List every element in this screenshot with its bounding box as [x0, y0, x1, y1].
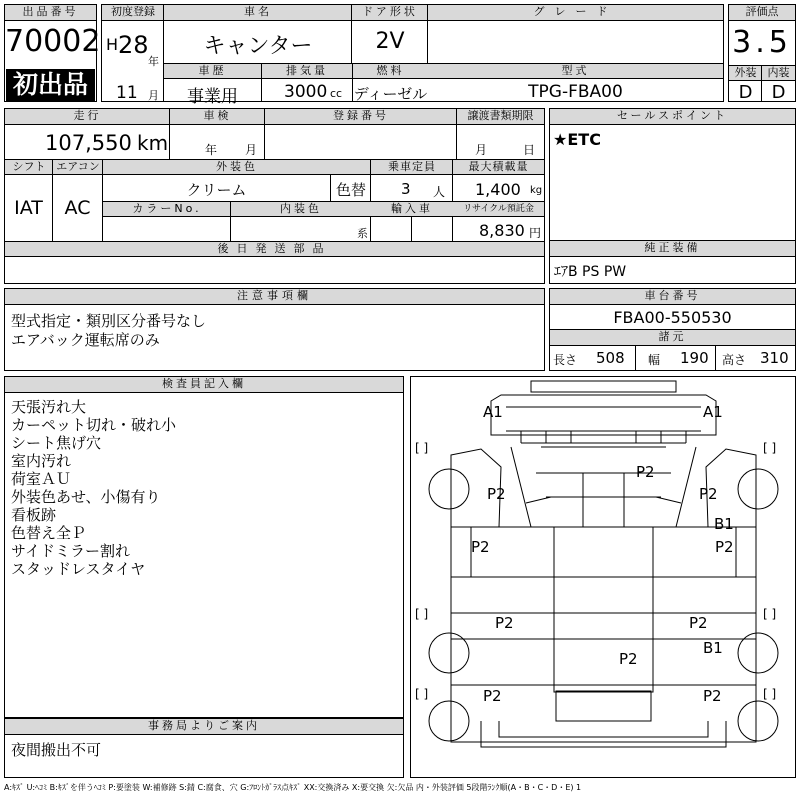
inspector-line-6: 外装色あせ、小傷有り: [11, 488, 161, 506]
mark-p2-cab: P2: [636, 463, 655, 481]
office-text: 夜間搬出不可: [11, 741, 102, 759]
fuel: ディーゼル: [353, 85, 428, 103]
length-label: 長さ: [553, 353, 578, 367]
inspector-box: [4, 376, 404, 718]
fuel-label: 燃料: [353, 64, 428, 79]
height-label: 高さ: [722, 353, 747, 367]
mark-p2-bed: P2: [619, 650, 638, 668]
score-box: [728, 4, 796, 102]
equipment-text: ｴｱB PS PW: [554, 264, 627, 280]
inspector-line-4: 室内汚れ: [11, 452, 72, 470]
spec-label: 諸元: [550, 330, 795, 346]
mark-p2-rear-left: P2: [483, 687, 502, 705]
notes-line-2: エアバック運転席のみ: [11, 331, 160, 349]
mark-b1-lower: B1: [703, 639, 723, 657]
displacement-unit: cc: [330, 87, 343, 100]
year-unit: 年: [148, 55, 159, 68]
recycle-unit: 円: [529, 226, 542, 240]
width: 190: [680, 349, 709, 367]
inspector-line-9: サイドミラー割れ: [11, 542, 130, 560]
bracket-rear-right: [ ]: [763, 687, 777, 701]
displacement-label: 排気量: [262, 64, 352, 79]
color-change: 色替: [335, 181, 366, 199]
grade-label: グレード: [428, 5, 723, 21]
mark-p2-front-right: P2: [699, 485, 718, 503]
score: 3.5: [732, 25, 792, 60]
damage-diagram: [410, 376, 796, 778]
notes-line-1: 型式指定・類別区分番号なし: [11, 312, 207, 330]
inspector-line-5: 荷室ＡＵ: [11, 470, 72, 488]
mileage: 107,550: [45, 131, 132, 155]
transfer-month-unit: 月: [475, 143, 488, 157]
car-name: キャンター: [203, 34, 313, 59]
int-color-unit: 系: [357, 227, 368, 240]
inspector-line-10: スタッドレスタイヤ: [11, 560, 146, 578]
selling-points-text: ★ETC: [553, 130, 601, 149]
capacity-unit: 人: [433, 185, 446, 199]
exterior-label: 外装: [729, 66, 762, 81]
height: 310: [760, 349, 789, 367]
inspection-year-unit: 年: [205, 143, 218, 157]
first-reg-label: 初度登録: [102, 5, 164, 21]
mark-a1-left: A1: [483, 403, 503, 421]
capacity: 3: [401, 180, 411, 198]
width-label: 幅: [648, 353, 661, 367]
recycle-label: リサイクル預託金: [453, 202, 544, 217]
details-table: [4, 108, 545, 284]
mark-a1-right: A1: [703, 403, 723, 421]
inspector-line-8: 色替え全Ｐ: [11, 524, 87, 542]
notes-label: 注意事項欄: [5, 289, 544, 305]
shift: IAT: [14, 197, 43, 219]
vehicle-header-table: [101, 4, 724, 107]
mark-p2-rear-right: P2: [703, 687, 722, 705]
inspector-line-1: 天張汚れ大: [11, 398, 87, 416]
car-name-label: 車名: [164, 5, 352, 21]
interior-label: 内装: [762, 66, 795, 81]
inspector-line-7: 看板跡: [11, 506, 57, 524]
office-label: 事務局よりご案内: [5, 719, 403, 735]
max-load-label: 最大積載量: [453, 160, 544, 175]
inspector-line-3: シート焦げ穴: [11, 434, 102, 452]
displacement: 3000: [284, 82, 328, 102]
recycle-amount: 8,830: [479, 221, 525, 240]
transfer-day-unit: 日: [523, 143, 536, 157]
mark-p2-right-side: P2: [715, 538, 734, 556]
interior-grade: D: [771, 82, 786, 103]
reg-month: 11: [116, 83, 138, 103]
mark-p2-left-side: P2: [471, 538, 490, 556]
selling-points-box: [549, 108, 796, 241]
lot-number-box: [4, 4, 101, 102]
bracket-front-right: [ ]: [763, 441, 777, 455]
mark-p2-rail-left: P2: [495, 614, 514, 632]
int-color-label: 内装色: [231, 202, 371, 217]
max-load: 1,400: [475, 180, 521, 199]
length: 508: [596, 349, 625, 367]
shift-label: シフト: [5, 160, 53, 175]
equipment-box: [549, 240, 796, 284]
bracket-mid-left: [ ]: [415, 607, 429, 621]
inspection-label: 車検: [170, 109, 265, 125]
door-label: ドア形状: [352, 5, 428, 21]
lot-number: 70002: [5, 24, 101, 59]
legend-text: A:ｷｽﾞ U:ﾍｺﾐ B:ｷｽﾞを伴うﾍｺﾐ P:要塗装 W:補修跡 S:錆 C:腐食、穴 G:ﾌﾛﾝﾄｶﾞﾗｽ点ｷｽﾞ XX:交換済み X:要交換 欠:欠品 内・外装評価 5段階ﾗﾝｸ順(A・B・C・D・E) 1: [4, 783, 582, 792]
transfer-label: 譲渡書類期限: [457, 109, 544, 125]
model: TPG-FBA00: [528, 82, 623, 102]
ext-color-label: 外装色: [103, 160, 371, 175]
ac-label: エアコン: [53, 160, 103, 175]
equipment-label: 純正装備: [550, 241, 795, 257]
history-label: 車歴: [164, 64, 261, 79]
first-reg-year: 28: [118, 31, 149, 59]
later-parts-label: 後日発送部品: [5, 242, 544, 257]
reg-no-label: 登録番号: [265, 109, 457, 125]
mileage-unit: km: [137, 131, 169, 155]
inspection-month-unit: 月: [245, 143, 258, 157]
import-label: 輸入車: [371, 202, 453, 217]
truck-diagram-drawing: [411, 377, 795, 777]
mileage-label: 走行: [5, 109, 170, 125]
chassis-box: [549, 288, 796, 371]
inspector-line-2: カーペット切れ・破れ小: [11, 416, 177, 434]
chassis-label: 車台番号: [550, 289, 795, 305]
selling-points-label: セールスポイント: [550, 109, 795, 125]
history: 事業用: [187, 87, 238, 107]
capacity-label: 乗車定員: [371, 160, 453, 175]
bracket-front-left: [ ]: [415, 441, 429, 455]
office-box: [4, 718, 404, 778]
notes-box: [4, 288, 545, 371]
color-no-label: カラーNo.: [103, 202, 231, 217]
mark-p2-rail-right: P2: [689, 614, 708, 632]
month-unit: 月: [148, 89, 159, 102]
score-label: 評価点: [729, 5, 795, 21]
ext-color: クリーム: [186, 181, 247, 199]
era: H: [106, 35, 119, 54]
exterior-grade: D: [738, 82, 753, 103]
ac: AC: [64, 197, 91, 219]
inspector-label: 検査員記入欄: [5, 377, 403, 393]
mark-p2-front-left: P2: [487, 485, 506, 503]
bracket-mid-right: [ ]: [763, 607, 777, 621]
model-label: 型式: [428, 64, 723, 79]
bracket-rear-left: [ ]: [415, 687, 429, 701]
door-type: 2V: [375, 29, 405, 54]
mark-b1-upper: B1: [714, 515, 734, 533]
lot-number-label: 出品番号: [5, 5, 96, 21]
max-load-unit: kg: [530, 185, 543, 196]
first-listing-badge: 初出品: [6, 69, 95, 101]
chassis-number: FBA00-550530: [613, 308, 732, 327]
